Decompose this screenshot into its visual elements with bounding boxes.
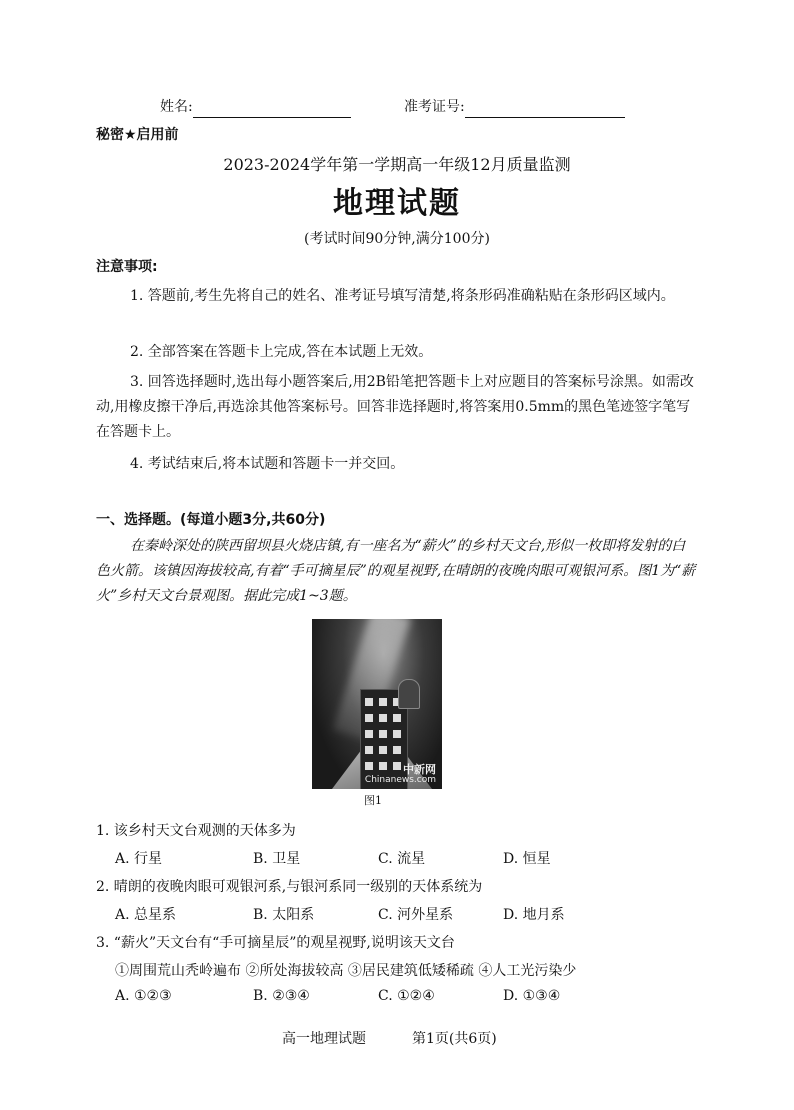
name-label: 姓名:	[160, 99, 193, 115]
section-heading: 一、选择题。(每道小题3分,共60分)	[96, 512, 326, 528]
q3-option-d: D. ①③④	[503, 988, 561, 1004]
name-blank	[193, 101, 351, 118]
q2-option-d: D. 地月系	[503, 907, 565, 923]
page-title: 地理试题	[333, 186, 461, 221]
q2-option-c: C. 河外星系	[378, 907, 454, 923]
q1-option-b: B. 卫星	[253, 851, 301, 867]
q1-option-c: C. 流星	[378, 851, 426, 867]
question-1-stem: 1. 该乡村天文台观测的天体多为	[96, 823, 296, 839]
question-2-stem: 2. 晴朗的夜晚肉眼可观银河系,与银河系同一级别的天体系统为	[96, 879, 483, 895]
photo-watermark: 中新网 Chinanews.com	[364, 763, 436, 785]
reading-passage: 在秦岭深处的陕西留坝县火烧店镇,有一座名为“薪火”的乡村天文台,形似一枚即将发射的白色火箭。该镇因海拔较高,有着“手可摘星辰”的观星视野,在晴朗的夜晚肉眼可观银河系。图1为“薪火”乡村天文台景观图。据此完成1~3题。	[96, 538, 696, 604]
note-item-3: 3. 回答选择题时,选出每小题答案后,用2B铅笔把答题卡上对应题目的答案标号涂黑。如需改动,用橡皮擦干净后,再选涂其他答案标号。回答非选择题时,将答案用0.5mm的黑色笔迹签字笔写在答题卡上。	[96, 374, 694, 440]
footer-subject: 高一地理试题	[282, 1031, 366, 1047]
observatory-dome	[398, 679, 420, 709]
q2-option-b: B. 太阳系	[253, 907, 315, 923]
exam-number-blank	[465, 101, 625, 118]
figure-caption: 图1	[364, 794, 382, 807]
note-item-1: 1. 答题前,考生先将自己的姓名、准考证号填写清楚,将条形码准确粘贴在条形码区域内。	[130, 288, 675, 304]
footer-page-number: 第1页(共6页)	[412, 1031, 497, 1047]
name-field	[160, 96, 351, 118]
question-3-statements: ①周围荒山秃岭遍布 ②所处海拔较高 ③居民建筑低矮稀疏 ④人工光污染少	[115, 963, 577, 979]
exam-number-field	[404, 96, 625, 118]
secret-mark: 秘密★启用前	[96, 127, 179, 143]
q1-option-a: A. 行星	[115, 851, 163, 867]
q3-option-a: A. ①②③	[115, 988, 172, 1004]
question-3-stem: 3. “薪火”天文台有“手可摘星辰”的观星视野,说明该天文台	[96, 935, 455, 951]
exam-time-note: (考试时间90分钟,满分100分)	[304, 231, 490, 247]
exam-number-label: 准考证号:	[404, 99, 465, 115]
note-item-4: 4. 考试结束后,将本试题和答题卡一并交回。	[130, 456, 405, 472]
exam-subtitle: 2023-2024学年第一学期高一年级12月质量监测	[223, 155, 571, 174]
notes-heading: 注意事项:	[96, 259, 158, 275]
q3-option-b: B. ②③④	[253, 988, 310, 1004]
observatory-photo	[312, 619, 442, 789]
q1-option-d: D. 恒星	[503, 851, 551, 867]
q2-option-a: A. 总星系	[115, 907, 177, 923]
q3-option-c: C. ①②④	[378, 988, 435, 1004]
note-item-2: 2. 全部答案在答题卡上完成,答在本试题上无效。	[130, 344, 433, 360]
